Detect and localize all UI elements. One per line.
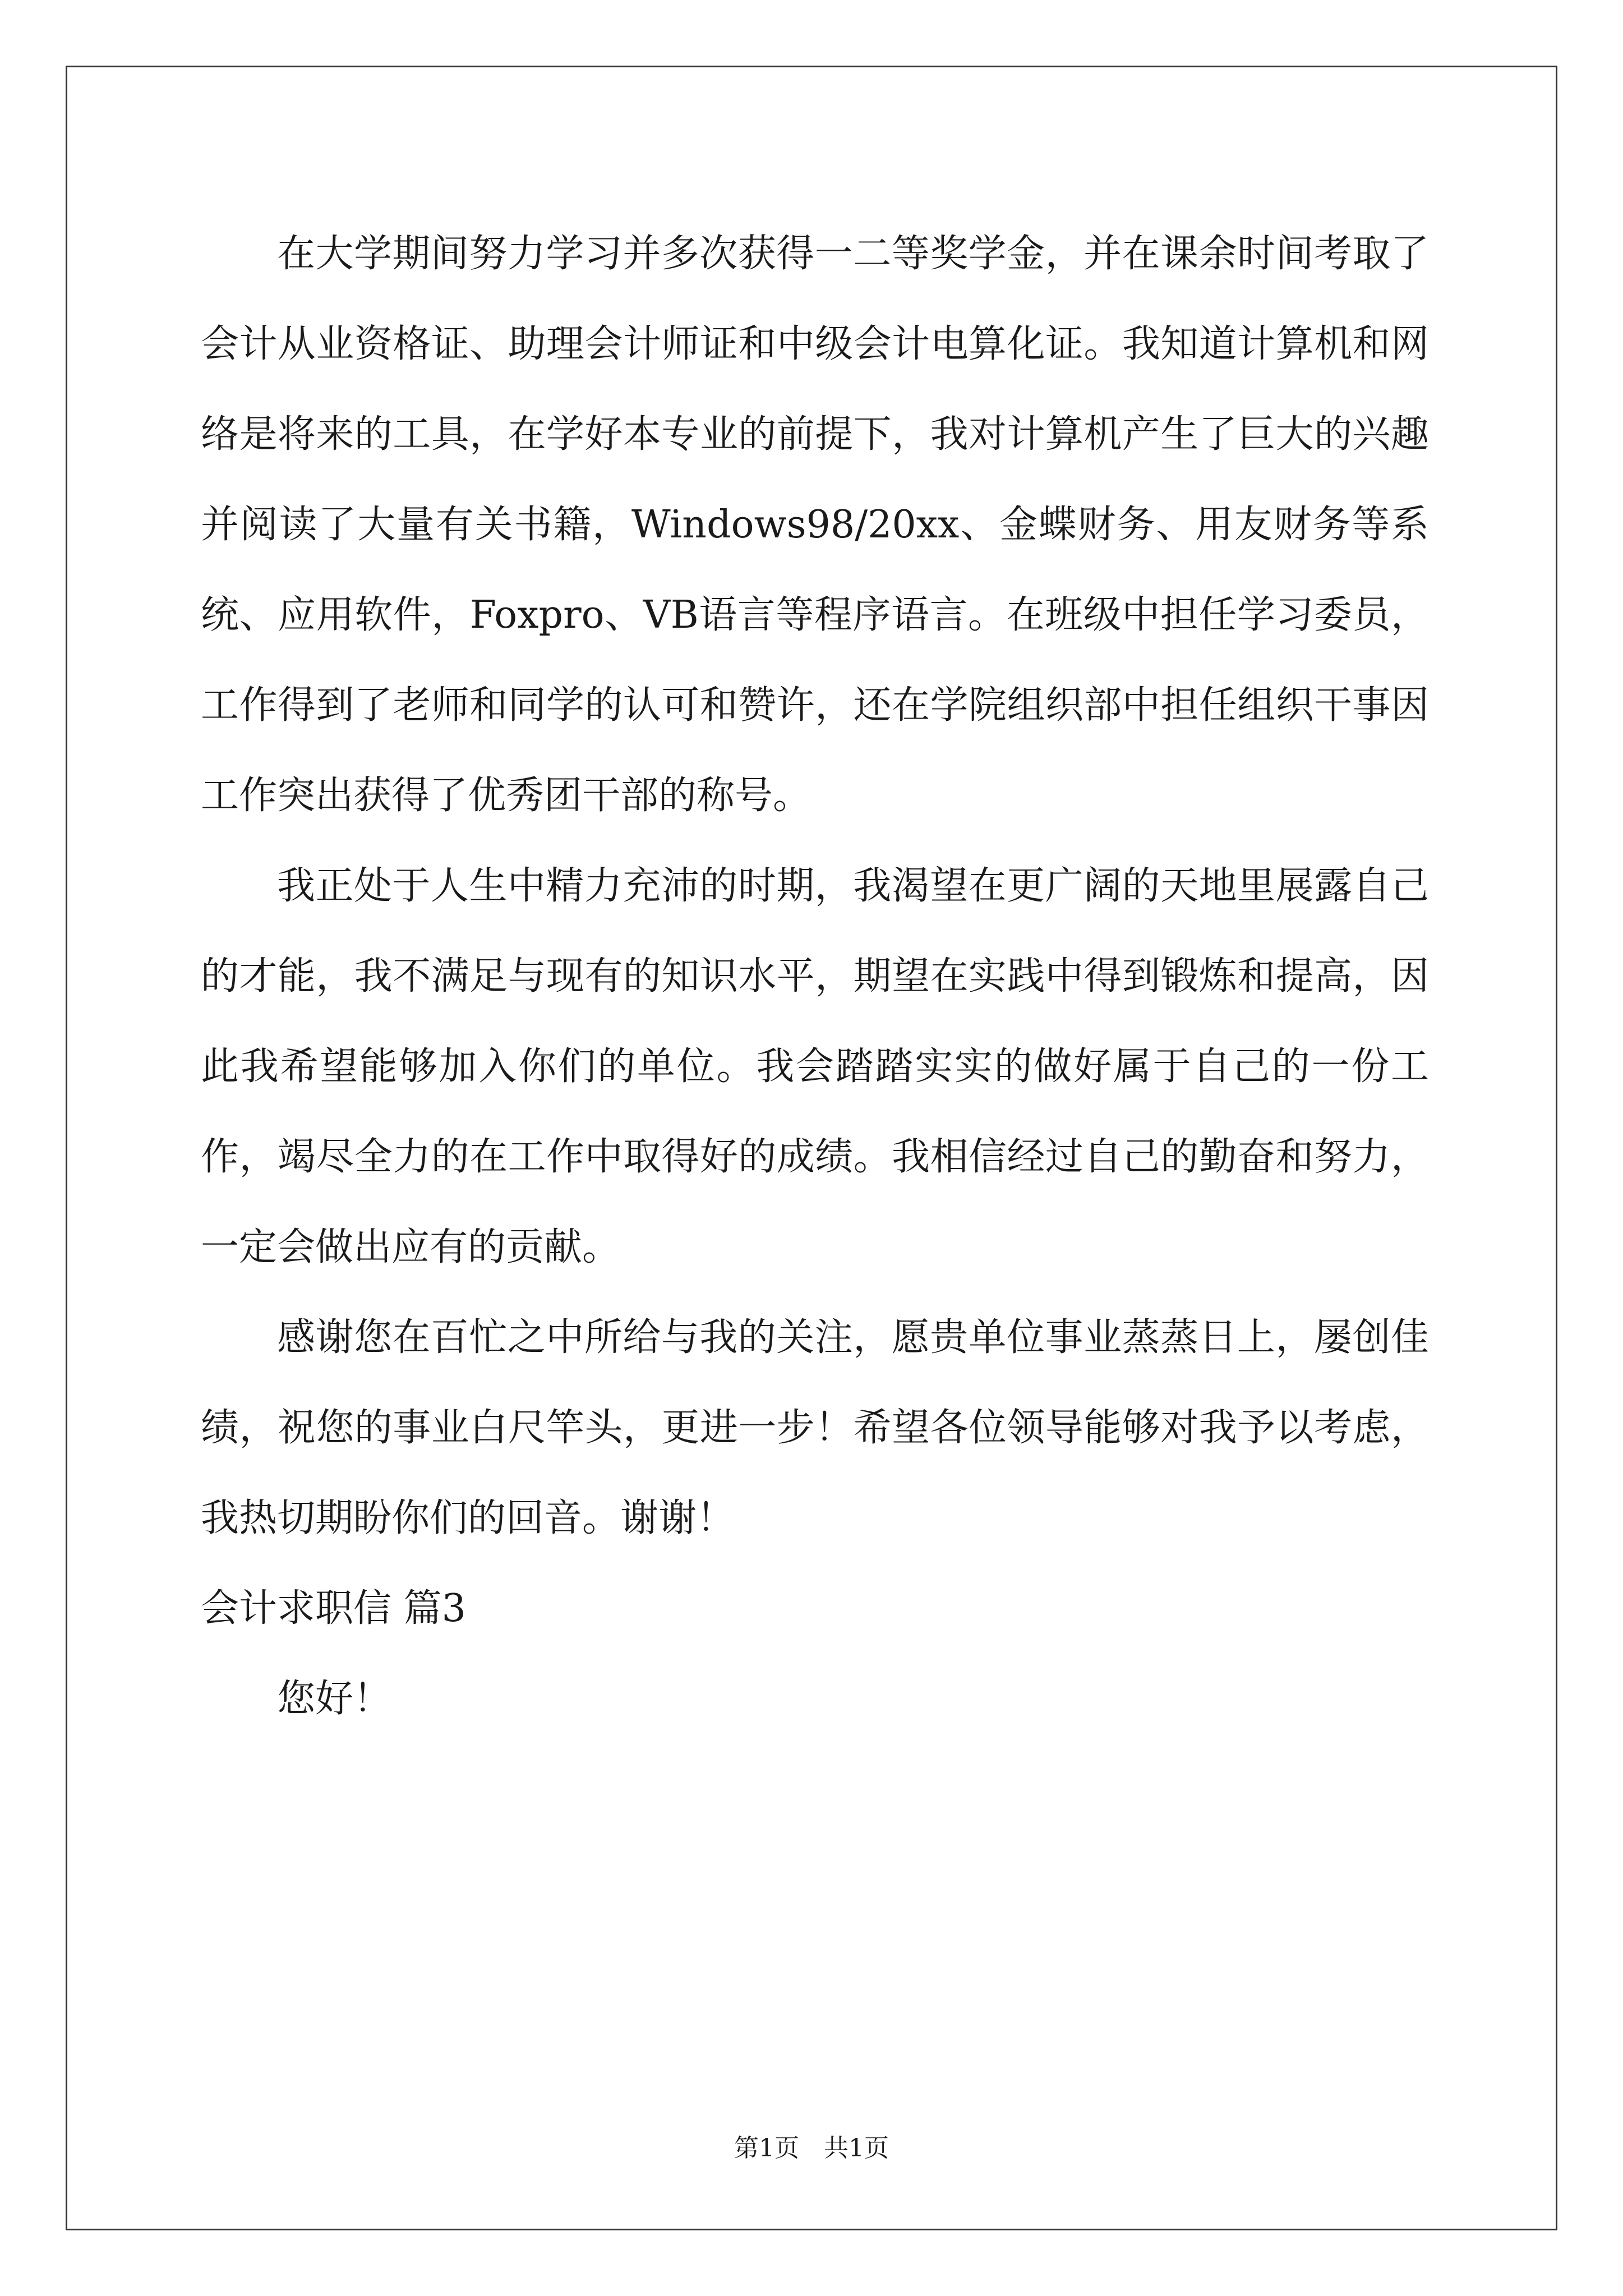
section-heading: 会计求职信 篇3 [201, 1586, 466, 1631]
page-indicator: 第1页 共1页 [734, 2134, 889, 2162]
paragraph-education: 在大学期间努力学习并多次获得一二等奖学金，并在课余时间考取了会计从业资格证、助理会计师证和中级会计电算化证。我知道计算机和网络是将来的工具，在学好本专业的前提下，我对计算机产生了巨大的兴趣并阅读了大量有关书籍，Windows98/20xx、金蝶财务、用友财务等系统、应用软件，Foxpro、VB语言等程序语言。在班级中担任学习委员，工作得到了老师和同学的认可和赞许，还在学院组织部中担任组织干事因工作突出获得了优秀团干部的称号。 [201, 232, 1429, 818]
paragraph-aspiration: 我正处于人生中精力充沛的时期，我渴望在更广阔的天地里展露自己的才能，我不满足与现有的知识水平，期望在实践中得到锻炼和提高，因此我希望能够加入你们的单位。我会踏踏实实的做好属于自己的一份工作，竭尽全力的在工作中取得好的成绩。我相信经过自己的勤奋和努力，一定会做出应有的贡献。 [201, 864, 1429, 1269]
greeting: 您好！ [277, 1677, 392, 1721]
paragraph-thanks: 感谢您在百忙之中所给与我的关注，愿贵单位事业蒸蒸日上，屡创佳绩，祝您的事业白尺竿头，更进一步！希望各位领导能够对我予以考虑，我热切期盼你们的回音。谢谢！ [201, 1315, 1429, 1540]
page-footer [0, 2132, 1623, 2165]
document-body [201, 209, 1429, 1744]
